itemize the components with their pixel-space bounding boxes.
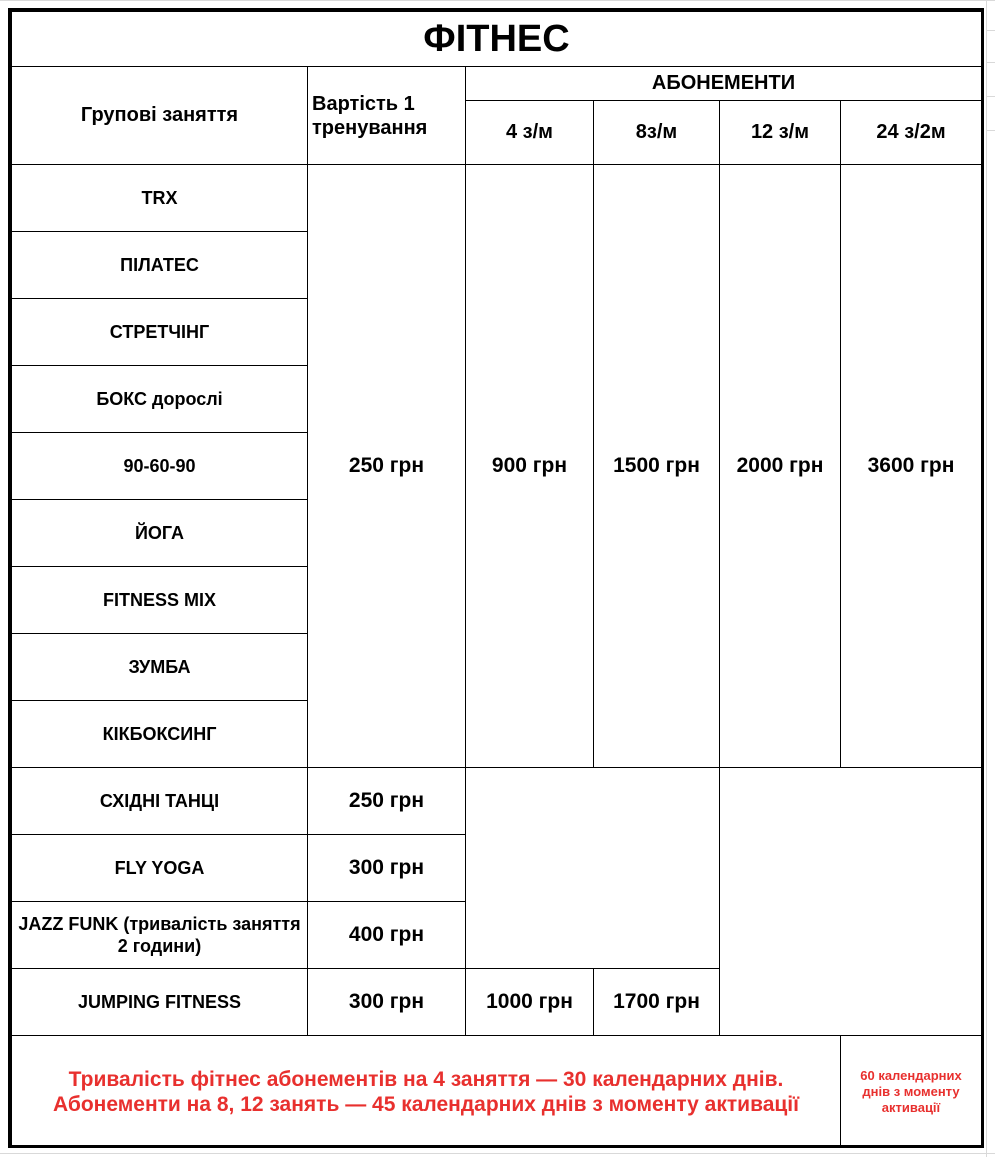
price-sub-8: 1700 грн	[594, 969, 720, 1036]
page-title: ФІТНЕС	[12, 12, 982, 67]
price-sub-4-main: 900 грн	[466, 165, 594, 768]
header-sub-24: 24 з/2м	[841, 101, 982, 165]
price-single: 250 грн	[308, 768, 466, 835]
class-name: БОКС дорослі	[12, 366, 308, 433]
price-table	[11, 11, 982, 1148]
class-name: FITNESS MIX	[12, 567, 308, 634]
class-name: СТРЕТЧІНГ	[12, 299, 308, 366]
header-sub-4: 4 з/м	[466, 101, 594, 165]
class-name: ЙОГА	[12, 500, 308, 567]
header-single-price: Вартість 1 тренування	[308, 67, 466, 165]
empty-cell	[720, 768, 982, 1036]
class-name: 90-60-90	[12, 433, 308, 500]
header-group-classes: Групові заняття	[12, 67, 308, 165]
price-sub-4: 1000 грн	[466, 969, 594, 1036]
class-name: JAZZ FUNK (тривалість заняття 2 години)	[12, 902, 308, 969]
price-sub-24-main: 3600 грн	[841, 165, 982, 768]
duration-note-side: 60 календарних днів з моменту активації	[841, 1036, 982, 1148]
class-name: TRX	[12, 165, 308, 232]
price-sub-8-main: 1500 грн	[594, 165, 720, 768]
price-single: 400 грн	[308, 902, 466, 969]
class-name: СХІДНІ ТАНЦІ	[12, 768, 308, 835]
class-name: JUMPING FITNESS	[12, 969, 308, 1036]
class-name: FLY YOGA	[12, 835, 308, 902]
header-sub-12: 12 з/м	[720, 101, 841, 165]
price-single: 300 грн	[308, 835, 466, 902]
class-name: КІКБОКСИНГ	[12, 701, 308, 768]
price-single: 300 грн	[308, 969, 466, 1036]
header-sub-8: 8з/м	[594, 101, 720, 165]
header-subscriptions: АБОНЕМЕНТИ	[466, 67, 982, 101]
price-single-main: 250 грн	[308, 165, 466, 768]
empty-cell	[466, 768, 720, 969]
price-sub-12-main: 2000 грн	[720, 165, 841, 768]
class-name: ЗУМБА	[12, 634, 308, 701]
class-name: ПІЛАТЕС	[12, 232, 308, 299]
duration-note: Тривалість фітнес абонементів на 4 заняття — 30 календарних днів. Абонементи на 8, 12 занять — 45 календарних днів з моменту активації	[12, 1036, 841, 1148]
